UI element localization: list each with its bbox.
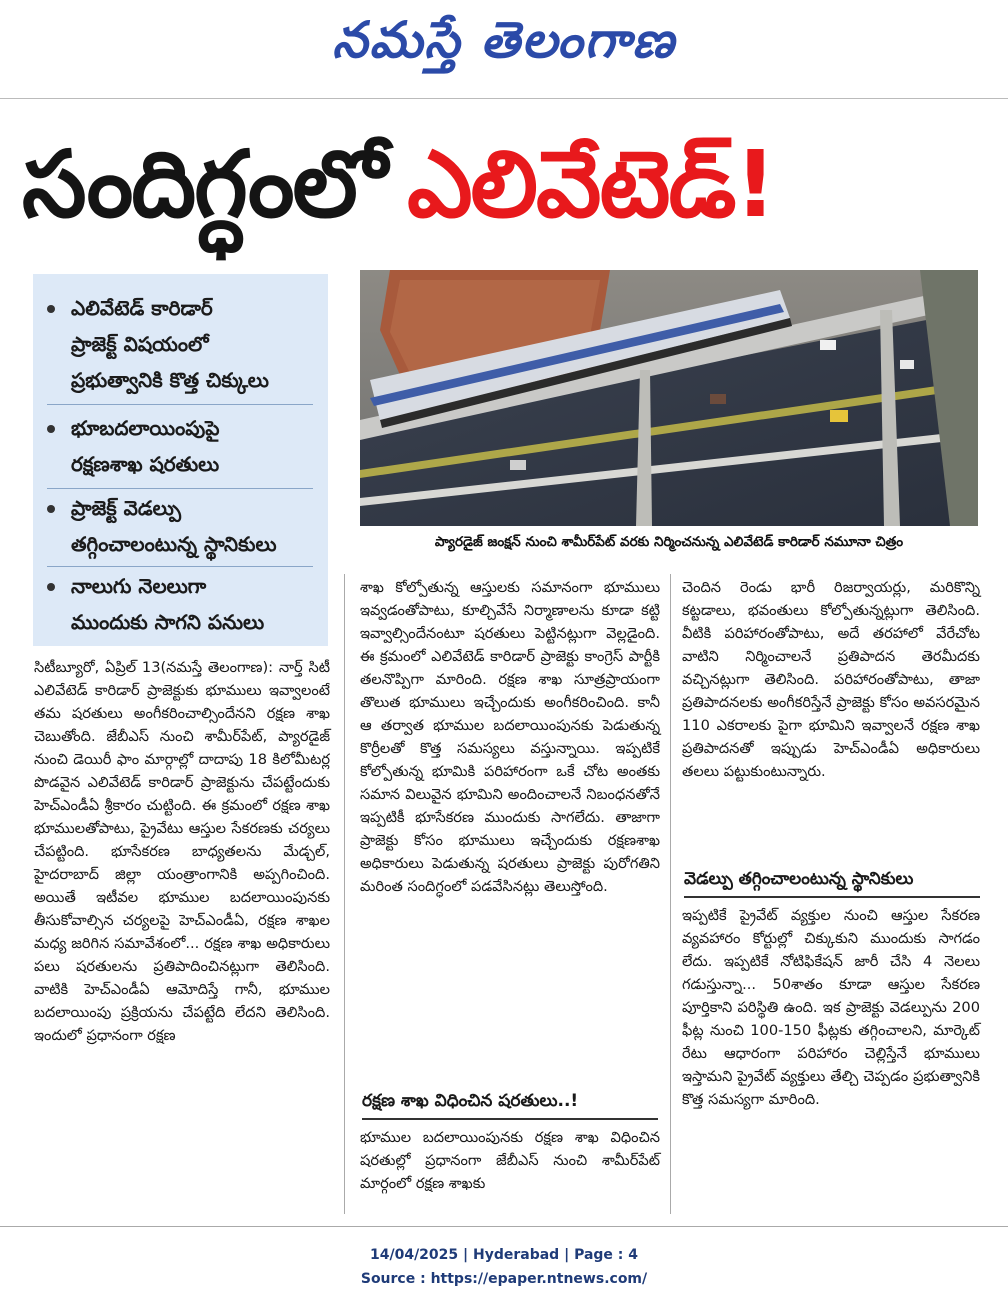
photo-illustration (360, 270, 978, 526)
bullet-icon (47, 583, 55, 591)
subheading-underline (362, 1118, 658, 1120)
highlights-box (33, 274, 328, 646)
footer-divider (0, 1226, 1008, 1227)
subheading-defence-conditions: రక్షణ శాఖ విధించిన షరతులు..! (362, 1091, 579, 1111)
footer-source: Source : https://epaper.ntnews.com/ (360, 1271, 648, 1287)
highlight-item: ప్రాజెక్ట్ వెడల్పు తగ్గించాలంటున్న స్థానికులు (47, 490, 317, 562)
headline-part2: ఎలివేటెడ్! (407, 131, 775, 238)
bullet-icon (47, 425, 55, 433)
subheading-underline (684, 896, 980, 898)
bullet-icon (47, 505, 55, 513)
article-column-3 (682, 576, 980, 872)
headline-part1: సందిగ్ధంలో (22, 131, 386, 238)
article-paragraph: భూముల బదలాయింపునకు రక్షణ శాఖ విధించిన షరతుల్లో ప్రధానంగా జేబీఎస్ నుంచి శామీర్‌పేట్ మార్గంలో రక్షణ శాఖకు (360, 1129, 660, 1192)
corridor-photo (360, 270, 978, 526)
bullet-icon (47, 305, 55, 313)
article-column-1 (34, 656, 330, 1216)
subheading-locals-width: వెడల్పు తగ్గించాలంటున్న స్థానికులు (684, 869, 914, 889)
highlight-divider (47, 404, 313, 405)
article-paragraph: చెందిన రెండు భారీ రిజర్వాయర్లు, మరికొన్ని కట్టడాలు, భవంతులు కోల్పోతున్నట్లుగా తెలిసింది. వీటికి పరిహారంతోపాటు, అదే తరహాలో వేరేచోట వాటిని నిర్మించాలనే ప్రతిపాదన తెరమీదకు వచ్చినట్లుగా తెలిసింది. పరిహారంతోపాటు, తాజా ప్రతిపాదనలకు అంగీకరిస్తేనే ప్రాజెక్టు కోసం అవసరమైన 110 ఎకరాలకు పైగా భూమిని ఇవ్వాలనే రక్షణ శాఖ ప్రతిపాదనతో ఇప్పుడు హెచ్ఎండీఏ అధికారులు తలలు పట్టుకుంటున్నారు. (682, 579, 980, 780)
article-column-3-continued (682, 904, 980, 1208)
column-divider (344, 574, 345, 1214)
article-paragraph: సిటీబ్యూరో, ఏప్రిల్ 13(నమస్తే తెలంగాణ): నార్త్ సిటీ ఎలివేటెడ్ కారిడార్ ప్రాజెక్టుకు భూములు ఇవ్వాలంటే తమ షరతులు అంగీకరించాల్సిందేనని రక్షణ శాఖ చెబుతోంది. జేబీఎస్ నుంచి శామీర్‌పేట్, ప్యారడైజ్ నుంచి డెయిరీ ఫాం మార్గాల్లో దాదాపు 18 కిలోమీటర్ల పొడవైన ఎలివేటెడ్ కారిడార్ ప్రాజెక్టును చేపట్టేందుకు హెచ్ఎండీఏ శ్రీకారం చుట్టింది. ఈ క్రమంలో రక్షణ శాఖ భూములతోపాటు, ప్రైవేటు ఆస్తుల సేకరణకు చర్యలు చేపట్టింది. భూసేకరణ బాధ్యతలను మేడ్చల్, హైదరాబాద్ జిల్లా యంత్రాంగానికి అప్పగించింది. అయితే ఇటీవల భూముల బదలాయింపునకు తీసుకోవాల్సిన చర్యలపై హెచ్ఎండీఏ, రక్షణ శాఖల మధ్య జరిగిన సమావేశంలో... రక్షణ శాఖ అధికారులు పలు షరతులను ప్రతిపాదించినట్లుగా తెలిసింది. వాటికి హెచ్ఎండీఏ ఆమోదిస్తే గానీ, భూముల బదలాయింపు ప్రక్రియను చేపట్టేది లేదని తెలిసింది. ఇందులో ప్రధానంగా రక్షణ (34, 659, 330, 1044)
article-column-2 (360, 576, 660, 1056)
photo-caption: ప్యారడైజ్ జంక్షన్ నుంచి శామీర్‌పేట్ వరకు నిర్మించనున్న ఎలివేటెడ్ కారిడార్ నమూనా చిత్రం (434, 534, 904, 550)
highlight-item: ఎలివేటెడ్ కారిడార్ ప్రాజెక్ట్ విషయంలో ప్రభుత్వానికి కొత్త చిక్కులు (47, 290, 317, 398)
highlight-item: నాలుగు నెలలుగా ముందుకు సాగని పనులు (47, 568, 317, 640)
highlight-divider (47, 488, 313, 489)
article-paragraph: ఇప్పటికే ప్రైవేట్ వ్యక్తుల నుంచి ఆస్తుల సేకరణ వ్యవహారం కోర్టుల్లో చిక్కుకుని ముందుకు సాగడం లేదు. ఇప్పటికే నోటిఫికేషన్ జారీ చేసి 4 నెలలు గడుస్తున్నా... 50శాతం కూడా ఆస్తుల సేకరణ పూర్తికాని పరిస్థితి ఉంది. ఇక ప్రాజెక్టు వెడల్పును 200 ఫీట్ల నుంచి 100-150 ఫీట్లకు తగ్గించాలని, మార్కెట్ రేటు ఆధారంగా పరిహారం చెల్లిస్తేనే భూములు ఇస్తామని ప్రైవేట్ వ్యక్తులు తేల్చి చెప్పడం ప్రభుత్వానికి కొత్త సమస్యగా మారింది. (682, 907, 980, 1108)
column-divider (670, 574, 671, 1214)
article-paragraph: శాఖ కోల్పోతున్న ఆస్తులకు సమానంగా భూములు ఇవ్వడంతోపాటు, కూల్చివేసే నిర్మాణాలను కూడా కట్టి ఇవ్వాల్సిందేనంటూ షరతులు పెట్టినట్లుగా వెల్లడైంది. ఈ క్రమంలో ఎలివేటెడ్ కారిడార్ ప్రాజెక్టు కాంగ్రెస్ పార్టీకి తలనొప్పిగా మారింది. రక్షణ శాఖ సూత్రప్రాయంగా తొలుత భూములు ఇచ్చేందుకు అంగీకరించింది. కానీ ఆ తర్వాత భూముల బదలాయింపునకు పెడుతున్న కొర్రీలతో కొత్త సమస్యలు వస్తున్నాయి. ఇప్పటికే కోల్పోతున్న భూమికి పరిహారంగా ఒకే చోట అంతకు సమాన విలువైన భూమిని అందించాలనే నిబంధనతోనే ఇప్పటికీ భూసేకరణ ముందుకు సాగలేదు. తాజాగా ప్రాజెక్టు కోసం భూములు ఇచ్చేందుకు రక్షణశాఖ అధికారులు పెడుతున్న షరతులు ప్రాజెక్టు పురోగతిని మరింత సందిగ్ధంలో పడవేసినట్లు తెలుస్తోంది. (360, 579, 660, 895)
masthead-divider (0, 98, 1008, 99)
article-column-2-continued (360, 1126, 660, 1214)
highlight-divider (47, 566, 313, 567)
footer-date-page: 14/04/2025 | Hyderabad | Page : 4 (369, 1247, 639, 1263)
highlight-item: భూబదలాయింపుపై రక్షణశాఖ షరతులు (47, 410, 317, 482)
headline (22, 110, 992, 260)
masthead-logo: నమస్తే తెలంగాణ (332, 11, 676, 69)
